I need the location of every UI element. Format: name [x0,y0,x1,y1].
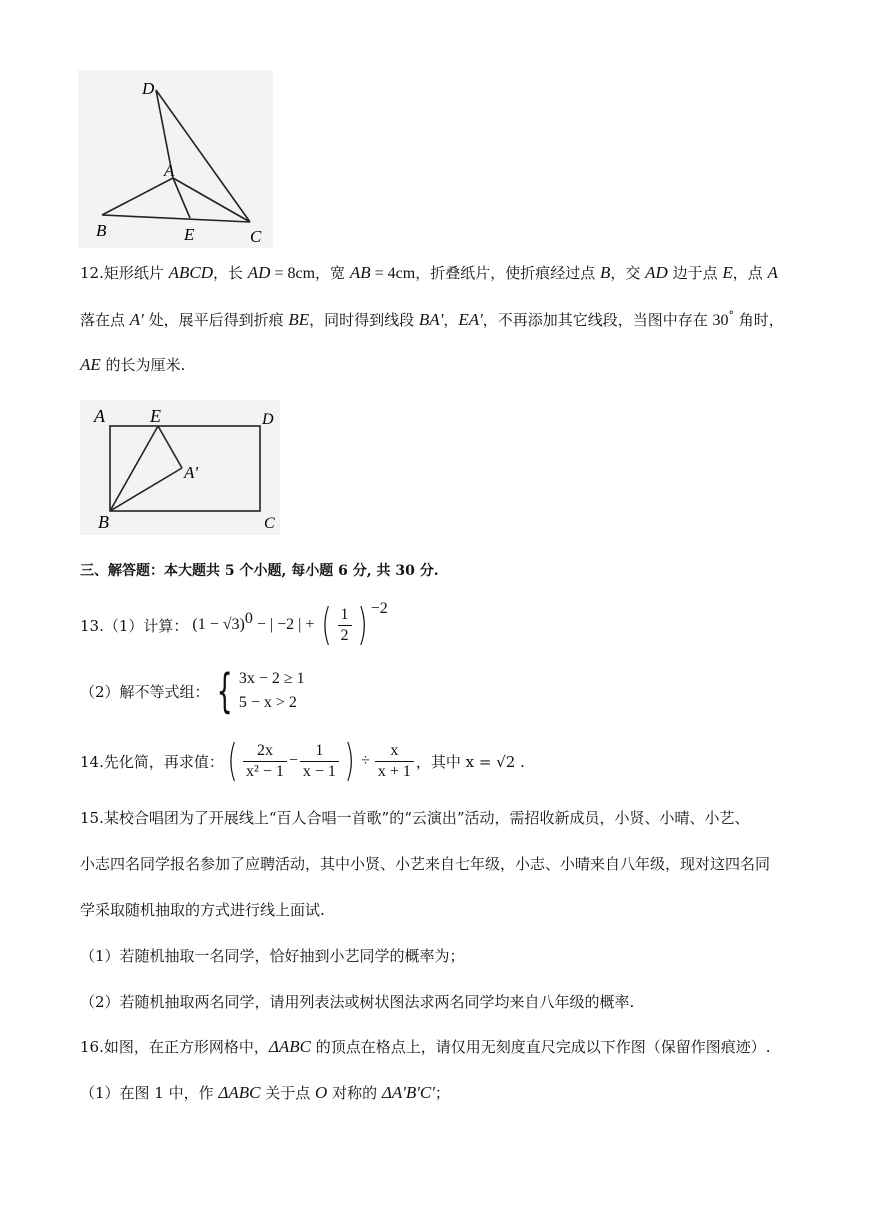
q15-line-3: 学采取随机抽取的方式进行线上面试. [80,901,325,919]
q15-line-1: 15.某校合唱团为了开展线上“百人合唱一首歌”的“云演出”活动，需招收新成员，小贤、小晴、小艺、 [80,809,750,827]
figure-1 [78,70,273,248]
q15-line-2: 小志四名同学报名参加了应聘活动，其中小贤、小艺来自七年级，小志、小晴来自八年级，现对这四名同 [80,855,771,873]
q13-part-2: （2）解不等式组： { 3x − 2 ≥ 1 5 − x > 2 [80,664,305,718]
q12-line-1: 12.矩形纸片 ABCD，长 AD = 8cm，宽 AB = 4cm，折叠纸片，使折痕经过点 B，交 AD 边于点 E，点 A [80,263,778,282]
q15-part-1: （1）若随机抽取一名同学，恰好抽到小艺同学的概率为； [80,947,465,965]
label-E: E [184,225,195,244]
fraction-2: $\frac{1}{x - 1}$ [300,741,339,782]
label-B: B [96,221,107,240]
figure-2-drawing [80,400,280,535]
label-D: D [262,411,274,428]
label-A: A [94,406,105,426]
q12-line-2: 落在点 A' 处，展平后得到折痕 BE，同时得到线段 BA'，EA'，不再添加其它线段，当图中存在 30° 角时， [80,309,784,329]
q16-line-1: 16.如图，在正方形网格中，ΔABC 的顶点在格点上，请仅用无刻度直尺完成以下作图（保留作图痕迹）. [80,1037,771,1056]
label-B: B [98,512,109,532]
figure-1-drawing [78,70,273,248]
section-3-title: 三、解答题：本大题共 5 个小题, 每小题 6 分, 共 30 分. [80,563,439,579]
q14: 14.先化简，再求值： ( $\frac{2x}{\text{x² − 1}}$ − $\frac{1}{x - 1}$ ) ÷ $\frac{x}{x + 1}$ ，其中 x = √2 . [80,735,525,786]
q12-line-3: AE 的长为厘米. [80,355,186,374]
label-A: A [164,161,175,180]
left-paren: ( [227,735,238,786]
figure-2 [80,400,280,535]
right-paren: ) [356,599,368,650]
right-paren: ) [344,735,355,786]
system-brace: { [216,664,233,718]
q16-part-1: （1）在图 1 中，作 ΔABC 关于点 O 对称的 ΔA'B'C'； [80,1083,450,1102]
fraction-1: $\frac{2x}{\text{x² − 1}}$ [243,741,287,782]
label-C: C [264,515,275,532]
inequality-system: 3x − 2 ≥ 1 5 − x > 2 [238,670,305,711]
label-E: E [150,406,161,426]
label-C: C [250,227,262,246]
label-A-prime: A' [184,463,199,482]
fraction-half: $\frac{1}{2}$ [338,605,352,646]
label-D: D [142,79,155,98]
left-paren: ( [321,599,333,650]
q15-part-2: （2）若随机抽取两名同学，请用列表法或树状图法求两名同学均来自八年级的概率. [80,993,635,1011]
fraction-3: $\frac{x}{x + 1}$ [375,741,414,782]
q13-part-1: 13.（1）计算： (1 − √3) 0 − | −2 | + ( $\frac{1}{2}$ ) −2 [80,599,388,650]
